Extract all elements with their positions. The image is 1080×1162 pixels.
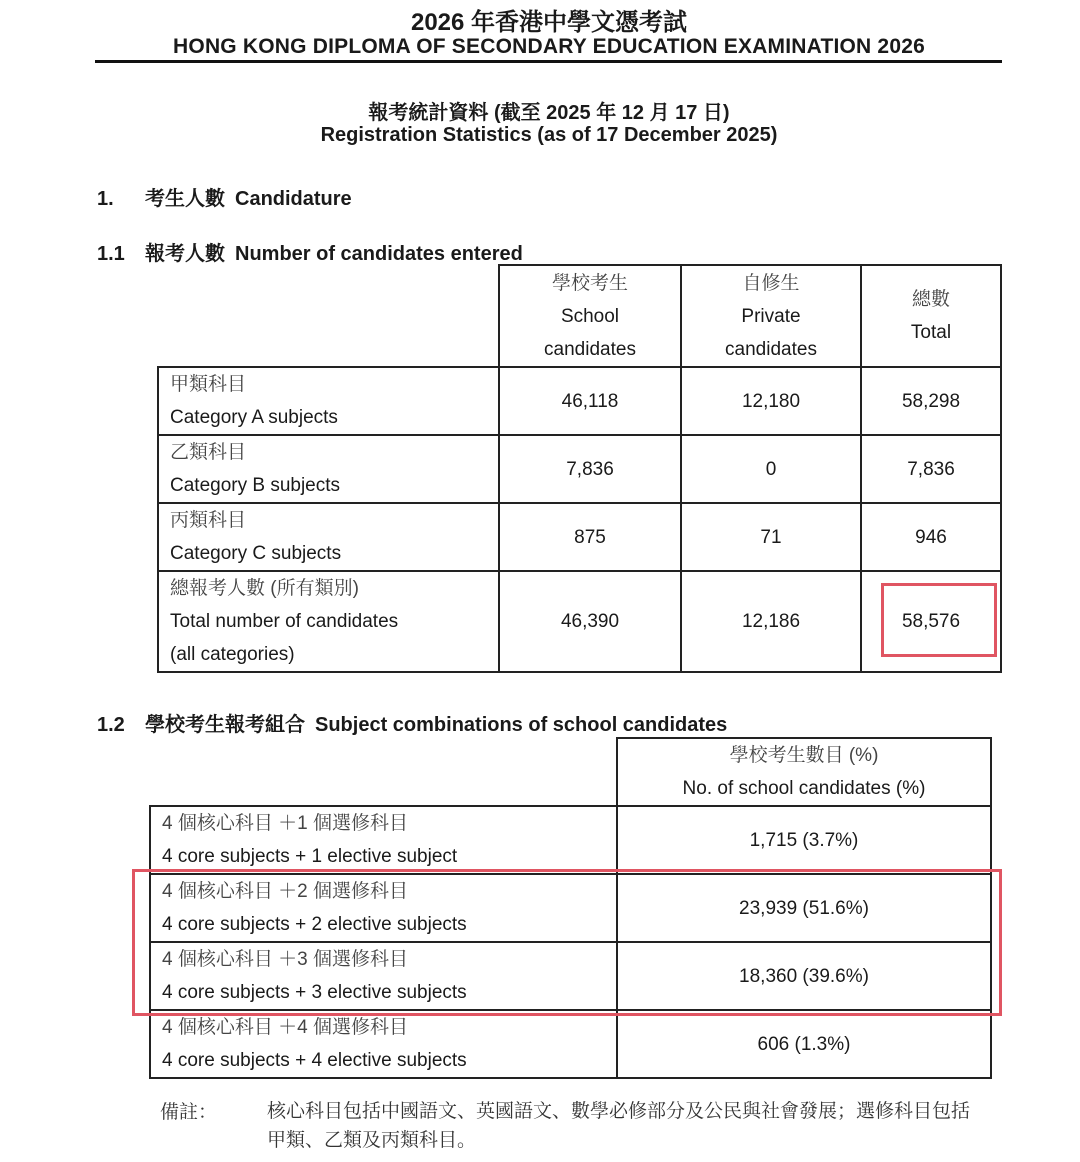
section-title-zh: 考生人數: [145, 188, 225, 210]
section-number: 1.1: [97, 243, 125, 265]
title-divider: [95, 60, 1002, 63]
count-percent-value: 23,939 (51.6%): [617, 874, 991, 942]
header-private-candidates: 自修生 Private candidates: [681, 265, 861, 367]
section-title-zh: 報考人數: [145, 243, 225, 265]
section-title-zh: 學校考生報考組合: [145, 714, 305, 736]
document-subtitle-zh: 報考統計資料 (截至 2025 年 12 月 17 日): [368, 102, 730, 124]
row-label: 丙類科目 Category C subjects: [158, 503, 499, 571]
row-label: 甲類科目 Category A subjects: [158, 367, 499, 435]
subject-combinations-table: [149, 737, 992, 1079]
header-blank-cell: [150, 738, 617, 806]
section-1-heading: [97, 182, 352, 211]
table-row: [150, 806, 991, 874]
document-title-en: HONG KONG DIPLOMA OF SECONDARY EDUCATION EXAMINATION 2026: [173, 35, 925, 58]
note-text: 核心科目包括中國語文、英國語文、數學必修部分及公民與社會發展；選修科目包括甲類、乙類及丙類科目。: [267, 1101, 971, 1151]
table-header-row: [150, 738, 991, 806]
table-row: [158, 435, 1001, 503]
header-blank-cell: [158, 265, 499, 367]
header-school-candidates-percent: 學校考生數目 (%) No. of school candidates (%): [617, 738, 991, 806]
row-label: 4 個核心科目 ＋2 個選修科目 4 core subjects + 2 elective subjects: [150, 874, 617, 942]
section-title-en: Subject combinations of school candidates: [315, 714, 728, 736]
school-value: 875: [499, 503, 681, 571]
table-row: [150, 942, 991, 1010]
section-number: 1.: [97, 188, 114, 210]
row-label: 4 個核心科目 ＋4 個選修科目 4 core subjects + 4 elective subjects: [150, 1010, 617, 1078]
table-row: [150, 874, 991, 942]
school-value: 46,390: [499, 571, 681, 672]
row-label: 4 個核心科目 ＋1 個選修科目 4 core subjects + 1 elective subject: [150, 806, 617, 874]
count-percent-value: 18,360 (39.6%): [617, 942, 991, 1010]
row-label: 4 個核心科目 ＋3 個選修科目 4 core subjects + 3 elective subjects: [150, 942, 617, 1010]
section-1-1-heading: [97, 237, 523, 266]
count-percent-value: 606 (1.3%): [617, 1010, 991, 1078]
section-title-en: Candidature: [235, 188, 352, 210]
school-value: 7,836: [499, 435, 681, 503]
private-value: 71: [681, 503, 861, 571]
total-row: [158, 571, 1001, 672]
document-subtitle-en: Registration Statistics (as of 17 December 2025): [320, 124, 778, 146]
table-row: [158, 367, 1001, 435]
private-value: 12,186: [681, 571, 861, 672]
total-value: 58,298: [861, 367, 1001, 435]
section-1-2-heading: [97, 708, 727, 737]
table-row: [158, 503, 1001, 571]
count-percent-value: 1,715 (3.7%): [617, 806, 991, 874]
school-value: 46,118: [499, 367, 681, 435]
private-value: 0: [681, 435, 861, 503]
table-row: [150, 1010, 991, 1078]
grand-total-value: 58,576: [861, 571, 1001, 672]
total-value: 946: [861, 503, 1001, 571]
total-value: 7,836: [861, 435, 1001, 503]
section-number: 1.2: [97, 714, 125, 736]
row-label: 總報考人數 (所有類別) Total number of candidates (all categories): [158, 571, 499, 672]
row-label: 乙類科目 Category B subjects: [158, 435, 499, 503]
note-label: 備註：: [160, 1102, 218, 1123]
header-total: 總數 Total: [861, 265, 1001, 367]
candidates-entered-table: [157, 264, 1002, 673]
private-value: 12,180: [681, 367, 861, 435]
document-title-zh: 2026 年香港中學文憑考試: [410, 9, 688, 36]
table-header-row: [158, 265, 1001, 367]
section-title-en: Number of candidates entered: [235, 243, 523, 265]
header-school-candidates: 學校考生 School candidates: [499, 265, 681, 367]
